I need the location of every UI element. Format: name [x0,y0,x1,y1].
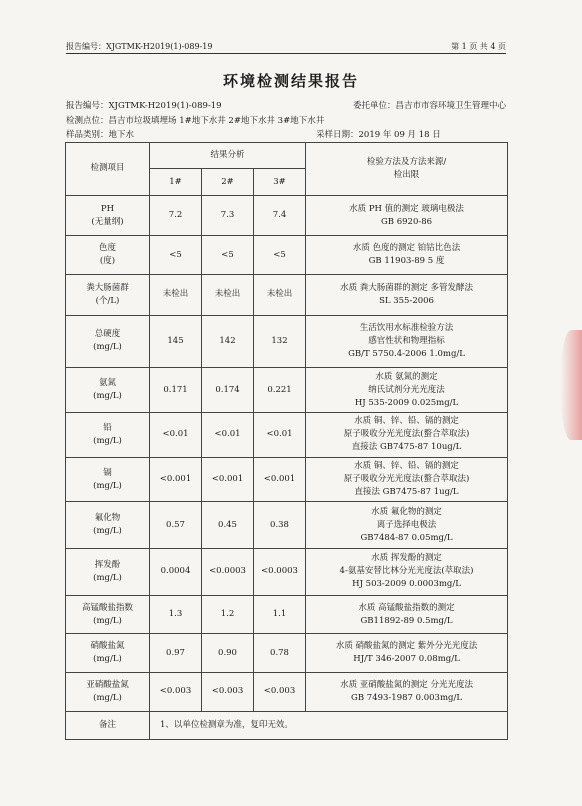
value-well-2: 0.174 [202,368,254,413]
value-well-2: 0.90 [202,634,254,673]
header-item: 检测项目 [66,143,150,196]
value-well-1: <0.001 [150,457,202,502]
table-row [66,502,508,549]
sample-type: 样品类别：地下水 [66,130,135,140]
header-report-number: 报告编号：XJGTMK-H2019(1)-089-19 [66,41,213,51]
value-well-2: 0.45 [202,502,254,549]
item-cell: 铅 (mg/L) [66,413,150,458]
value-well-2: 142 [202,315,254,368]
value-well-1: 1.3 [150,595,202,634]
table-row [66,236,508,275]
method-cell: 水质 硝酸盐氮的测定 紫外分光光度法 HJ/T 346-2007 0.08mg/L [306,634,508,673]
value-well-3: <0.0003 [254,549,306,596]
value-well-3: <5 [254,236,306,275]
value-well-3: 132 [254,315,306,368]
value-well-1: <0.01 [150,413,202,458]
table-row [66,315,508,368]
item-cell: 氨氮 (mg/L) [66,368,150,413]
header-method: 检验方法及方法来源/ 检出限 [306,143,508,196]
value-well-2: <0.01 [202,413,254,458]
header-well-2: 2# [202,169,254,195]
value-well-2: <5 [202,236,254,275]
method-cell: 水质 挥发酚的测定 4-氨基安替比林分光光度法(萃取法) HJ 503-2009 0.0003mg/L [306,549,508,596]
header-well-1: 1# [150,169,202,195]
table-row [66,368,508,413]
value-well-3: 0.38 [254,502,306,549]
method-cell: 水质 亚硝酸盐氮的测定 分光光度法 GB 7493-1987 0.003mg/L [306,672,508,711]
value-well-3: <0.01 [254,413,306,458]
header-page-number: 第 1 页 共 4 页 [451,41,506,51]
value-well-1: <0.003 [150,672,202,711]
note-row [66,711,508,739]
item-cell: 粪大肠菌群 (个/L) [66,274,150,315]
value-well-1: 0.0004 [150,549,202,596]
report-title: 环境检测结果报告 [222,72,359,90]
value-well-1: <5 [150,236,202,275]
value-well-1: 7.2 [150,195,202,236]
header-results: 结果分析 [150,143,306,169]
note-label: 备注 [66,711,150,739]
header-well-3: 3# [254,169,306,195]
item-cell: 镉 (mg/L) [66,457,150,502]
value-well-3: 0.221 [254,368,306,413]
client-unit: 委托单位：昌吉市市容环境卫生管理中心 [352,101,506,111]
method-cell: 生活饮用水标准检验方法 感官性状和物理指标 GB/T 5750.4-2006 1.0mg/L [306,315,508,368]
value-well-2: <0.003 [202,672,254,711]
value-well-2: 7.3 [202,195,254,236]
red-seal-stamp [560,330,582,440]
header-divider [66,53,506,54]
value-well-2: <0.001 [202,457,254,502]
value-well-1: 0.171 [150,368,202,413]
table-row [66,672,508,711]
item-cell: PH (无量纲) [66,195,150,236]
table-row [66,549,508,596]
value-well-2: <0.0003 [202,549,254,596]
method-cell: 水质 PH 值的测定 玻璃电极法 GB 6920-86 [306,195,508,236]
method-cell: 水质 铜、锌、铅、镉的测定 原子吸收分光光度法(螯合萃取法) 直接法 GB7475-87 10ug/L [306,413,508,458]
method-cell: 水质 高锰酸盐指数的测定 GB11892-89 0.5mg/L [306,595,508,634]
item-cell: 高锰酸盐指数 (mg/L) [66,595,150,634]
method-cell: 水质 粪大肠菌群的测定 多管发酵法 SL 355-2006 [306,274,508,315]
note-text: 1、以单位检测章为准，复印无效。 [150,711,508,739]
value-well-1: 未检出 [150,274,202,315]
sampling-location: 检测点位：昌吉市垃圾填埋场 1#地下水井 2#地下水井 3#地下水井 [66,116,325,126]
meta-row-1 [66,99,506,111]
value-well-3: <0.001 [254,457,306,502]
table-row [66,195,508,236]
value-well-3: 7.4 [254,195,306,236]
item-cell: 硝酸盐氮 (mg/L) [66,634,150,673]
item-cell: 氟化物 (mg/L) [66,502,150,549]
value-well-1: 0.57 [150,502,202,549]
method-cell: 水质 氨氮的测定 纳氏试剂分光光度法 HJ 535-2009 0.025mg/L [306,368,508,413]
meta-row-2 [66,114,506,126]
item-cell: 色度 (度) [66,236,150,275]
value-well-3: <0.003 [254,672,306,711]
item-cell: 挥发酚 (mg/L) [66,549,150,596]
table-row [66,413,508,458]
results-table [65,142,508,740]
table-row [66,634,508,673]
value-well-1: 145 [150,315,202,368]
report-number: 报告编号：XJGTMK-H2019(1)-089-19 [66,101,222,111]
header-row-1 [66,143,508,169]
item-cell: 亚硝酸盐氮 (mg/L) [66,672,150,711]
value-well-1: 0.97 [150,634,202,673]
page-header [66,40,506,52]
value-well-3: 未检出 [254,274,306,315]
meta-row-3 [66,128,506,140]
table-row [66,457,508,502]
value-well-2: 1.2 [202,595,254,634]
sampling-date: 采样日期：2019 年 09 月 18 日 [316,130,441,140]
table-row [66,595,508,634]
method-cell: 水质 色度的测定 铂钴比色法 GB 11903-89 5 度 [306,236,508,275]
table-row [66,274,508,315]
method-cell: 水质 氟化物的测定 离子选择电极法 GB7484-87 0.05mg/L [306,502,508,549]
value-well-2: 未检出 [202,274,254,315]
method-cell: 水质 铜、锌、铅、镉的测定 原子吸收分光光度法(螯合萃取法) 直接法 GB7475-87 1ug/L [306,457,508,502]
value-well-3: 1.1 [254,595,306,634]
value-well-3: 0.78 [254,634,306,673]
item-cell: 总硬度 (mg/L) [66,315,150,368]
